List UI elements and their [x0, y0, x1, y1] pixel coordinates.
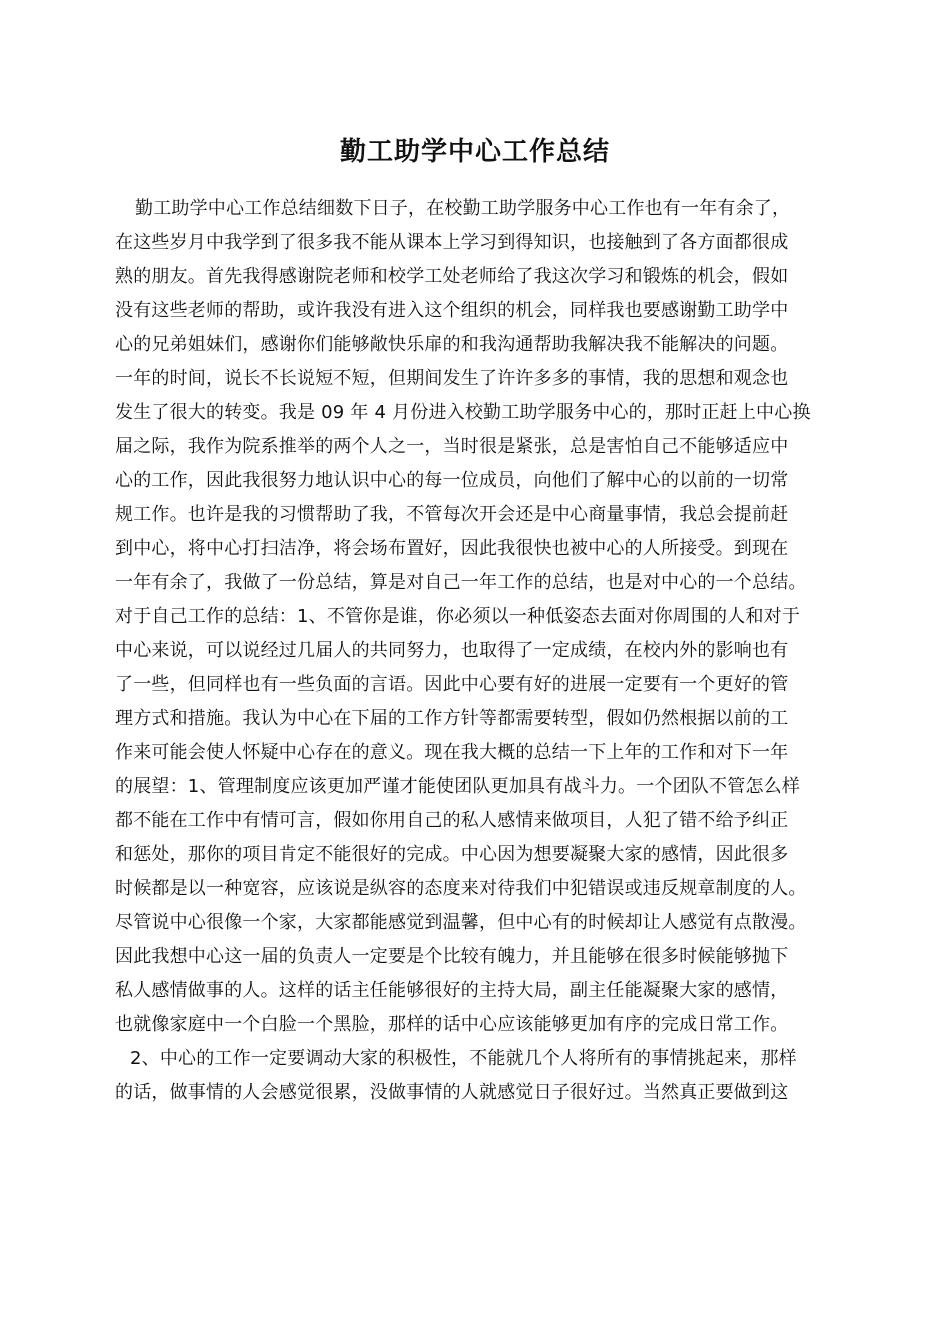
- text-line: 都不能在工作中有情可言，假如你用自己的私人感情来做项目，人犯了错不给予纠正: [115, 810, 789, 831]
- text-line: 一年有余了，我做了一份总结，算是对自己一年工作的总结，也是对中心的一个总结。: [115, 572, 807, 593]
- text-line: 一年的时间，说长不长说短不短，但期间发生了许许多多的事情，我的思想和观念也: [115, 368, 789, 389]
- document-title: 勤工助学中心工作总结: [339, 137, 610, 167]
- text-line: 在这些岁月中我学到了很多我不能从课本上学习到得知识，也接触到了各方面都很成: [115, 232, 789, 253]
- text-line: 了一些，但同样也有一些负面的言语。因此中心要有好的进展一定要有一个更好的管: [115, 674, 789, 695]
- document-body: [115, 192, 840, 1110]
- text-line: 对于自己工作的总结：1、不管你是谁，你必须以一种低姿态去面对你周围的人和对于: [115, 606, 801, 627]
- text-line: 没有这些老师的帮助，或许我没有进入这个组织的机会，同样我也要感谢勤工助学中: [115, 300, 789, 321]
- text-line: 2、中心的工作一定要调动大家的积极性，不能就几个人将所有的事情挑起来，那样: [130, 1048, 797, 1069]
- text-line: 私人感情做事的人。这样的话主任能够很好的主持大局，副主任能凝聚大家的感情，: [115, 980, 789, 1001]
- text-line: 作来可能会使人怀疑中心存在的意义。现在我大概的总结一下上年的工作和对下一年: [115, 742, 789, 763]
- text-line: 发生了很大的转变。我是 09 年 4 月份进入校勤工助学服务中心的，那时正赶上中心换: [115, 402, 811, 423]
- text-line: 心的工作，因此我很努力地认识中心的每一位成员，向他们了解中心的以前的一切常: [115, 470, 789, 491]
- text-line: 中心来说，可以说经过几届人的共同努力，也取得了一定成绩，在校内外的影响也有: [115, 640, 789, 661]
- text-line: 的展望：1、管理制度应该更加严谨才能使团队更加具有战斗力。一个团队不管怎么样: [115, 776, 801, 797]
- text-line: 尽管说中心很像一个家，大家都能感觉到温馨，但中心有的时候却让人感觉有点散漫。: [115, 912, 807, 933]
- text-line: 和惩处，那你的项目肯定不能很好的完成。中心因为想要凝聚大家的感情，因此很多: [115, 844, 789, 865]
- text-line: 届之际，我作为院系推举的两个人之一，当时很是紧张，总是害怕自己不能够适应中: [115, 436, 789, 457]
- text-line: 因此我想中心这一届的负责人一定要是个比较有魄力，并且能够在很多时候能够抛下: [115, 946, 789, 967]
- text-line: 到中心，将中心打扫洁净，将会场布置好，因此我很快也被中心的人所接受。到现在: [115, 538, 789, 559]
- text-line: 熟的朋友。首先我得感谢院老师和校学工处老师给了我这次学习和锻炼的机会，假如: [115, 266, 789, 287]
- text-line: 也就像家庭中一个白脸一个黑脸，那样的话中心应该能够更加有序的完成日常工作。: [115, 1014, 789, 1035]
- text-line: 理方式和措施。我认为中心在下届的工作方针等都需要转型，假如仍然根据以前的工: [115, 708, 789, 729]
- text-line: 的话，做事情的人会感觉很累，没做事情的人就感觉日子很好过。当然真正要做到这: [115, 1082, 789, 1103]
- text-line: 心的兄弟姐妹们，感谢你们能够敞快乐扉的和我沟通帮助我解决我不能解决的问题。: [115, 334, 789, 355]
- text-line: 勤工助学中心工作总结细数下日子，在校勤工助学服务中心工作也有一年有余了，: [135, 198, 791, 219]
- text-line: 时候都是以一种宽容，应该说是纵容的态度来对待我们中犯错误或违反规章制度的人。: [115, 878, 807, 899]
- text-line: 规工作。也许是我的习惯帮助了我，不管每次开会还是中心商量事情，我总会提前赶: [115, 504, 789, 525]
